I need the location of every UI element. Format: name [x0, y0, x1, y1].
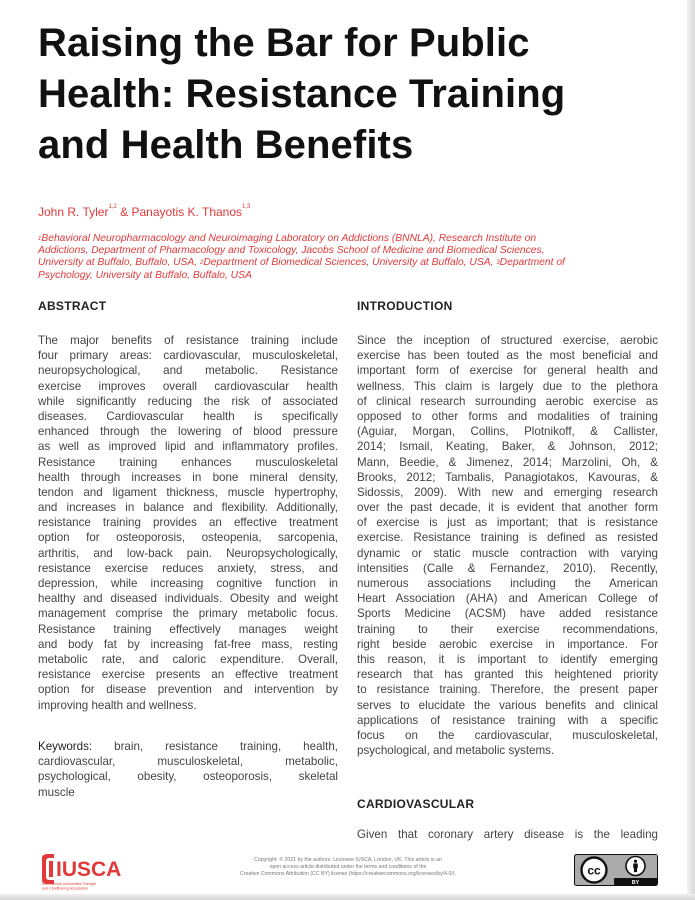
text-line: improving health and wellness.: [38, 698, 197, 712]
text-line: of exercise is just as important; that is resistance: [357, 516, 658, 530]
paper-title: [38, 18, 678, 171]
text-line: Given that coronary artery disease is the leading: [357, 828, 658, 841]
text-line: numerous associations including the American: [357, 577, 658, 590]
keywords-block: [38, 739, 338, 800]
text-line: depression, while increasing cognitive function in: [38, 577, 338, 590]
text-line: and body fat by increasing fat-free mass, resting: [38, 637, 338, 651]
title-line: and Health Benefits: [38, 123, 414, 167]
cardiovascular-body: [357, 827, 658, 842]
affiliation-marker: 3: [496, 260, 500, 267]
creative-commons-icon: [582, 858, 607, 883]
text-line: while significantly reducing the risk of associated: [38, 394, 338, 408]
iusca-logo-subline: and Conditioning Association: [42, 886, 89, 891]
text-line: of clinical research surrounding aerobic exercise as: [357, 394, 658, 408]
author-name: Panayotis K. Thanos: [131, 205, 243, 219]
cc-label: cc: [587, 863, 601, 878]
text-line: opposed to other forms and modalities of training: [357, 409, 658, 423]
affiliation-text: Department of Biomedical Sciences, University at Buffalo, USA,: [203, 257, 497, 269]
text-line: Heart Association (AHA) and American College of: [357, 592, 658, 606]
text-line: focus on the cardiovascular, musculoskeletal,: [357, 728, 658, 742]
affiliations: [38, 233, 658, 282]
text-line: Resistance training enhances musculoskeletal: [38, 455, 338, 469]
copyright-notice: [228, 857, 468, 878]
copyright-line: Creative Commons Attribution (CC BY) license (https://creativecommons.org/licenses/by/4.0/).: [240, 871, 456, 877]
text-line: (Aguiar, Morgan, Collins, Plotnikoff, & Callister,: [357, 425, 658, 439]
text-line: option for osteoporosis, osteopenia, sarcopenia,: [38, 531, 338, 545]
text-line: exercise. Resistance training is defined as resisted: [357, 531, 658, 545]
text-line: resistance exercise reduces anxiety, stress, and: [38, 561, 338, 575]
text-line: serves to elucidate the various benefits and clinical: [357, 698, 658, 712]
keywords-label: Keywords:: [38, 740, 93, 753]
attribution-person-icon: [626, 857, 645, 876]
iusca-logo-icon: [40, 852, 160, 892]
introduction-heading: INTRODUCTION: [357, 299, 453, 313]
abstract-heading: ABSTRACT: [38, 299, 107, 313]
text-line: exercise improves overall cardiovascular health: [38, 379, 338, 393]
text-line: as well as improved lipid and inflammatory profiles.: [38, 440, 338, 454]
text-line: applications of resistance training with a specific: [357, 713, 658, 727]
text-line: this reason, it is important to identify emerging: [357, 652, 658, 666]
text-line: 2014; Ismail, Keating, Baker, & Johnson, 2012;: [357, 440, 658, 454]
text-line: health through increases in bone mineral density,: [38, 470, 338, 484]
cc-by-license-badge[interactable]: [574, 854, 658, 886]
introduction-body: [357, 333, 658, 758]
abstract-body: [38, 333, 338, 713]
iusca-logo-subline: International Universities Strength: [42, 882, 96, 886]
text-line: Since the inception of structured exercise, aerobic: [357, 334, 658, 347]
keywords-line: [38, 739, 338, 754]
iusca-emblem: [42, 854, 54, 884]
author-name: John R. Tyler: [38, 205, 109, 219]
text-line: Sports Medicine (ACSM) have added resistance: [357, 607, 658, 621]
text-line: neuropsychological, and metabolic. Resistance: [38, 364, 338, 378]
affiliation-marker: 2: [199, 260, 204, 267]
text-line: important form of exercise for general health and: [357, 364, 658, 378]
affiliation-text: Department of: [499, 257, 565, 269]
text-line: option for disease prevention and intervention by: [38, 683, 338, 697]
affiliation-line: [38, 257, 658, 269]
keywords-line: psychological, obesity, osteoporosis, skeletal: [38, 770, 338, 784]
keywords-line: muscle: [38, 785, 75, 799]
cardiovascular-heading: CARDIOVASCULAR: [357, 797, 475, 811]
text-line: arthritis, and low-back pain. Neuropsychologically,: [38, 546, 338, 560]
by-label: BY: [631, 880, 640, 886]
keywords-line: cardiovascular, musculoskeletal, metabolic,: [38, 755, 338, 769]
text-line: intensities (Calle & Fernandez, 2010). Recently,: [357, 561, 658, 575]
text-line: diseases. Cardiovascular health is specifically: [38, 409, 338, 423]
text-line: resistance training provides an effective treatment: [38, 516, 338, 530]
author-affiliation-marker: 1,3: [242, 204, 251, 210]
text-line: psychological, and metabolic systems.: [357, 744, 555, 758]
text-line: management comprise the primary metabolic focus.: [38, 607, 338, 621]
title-line: Health: Resistance Training: [38, 72, 566, 116]
text-line: Sidossis, 2009). With new and emerging research: [357, 485, 658, 499]
title-line: Raising the Bar for Public: [38, 21, 530, 65]
author-list: [38, 205, 250, 219]
page-edge-shadow-bottom: [0, 894, 695, 900]
affiliation-text: Behavioral Neuropharmacology and Neuroimaging Laboratory on Addictions (BNNLA), Research Institute on: [41, 233, 537, 244]
text-line: tendon and ligament thickness, muscle hypertrophy,: [38, 485, 338, 499]
copyright-line: open access article distributed under the terms and conditions of the: [269, 864, 427, 870]
author-separator: &: [116, 205, 132, 219]
text-line: The major benefits of resistance training include: [38, 334, 338, 347]
affiliation-line: Addictions, Department of Pharmacology and Toxicology, Jacobs School of Medicine and Biomedical Sciences,: [38, 245, 545, 257]
affiliation-line: Psychology, University at Buffalo, Buffalo, USA: [38, 269, 252, 281]
text-line: and increases in balance and flexibility. Additionally,: [38, 501, 338, 515]
iusca-logo-text: IUSCA: [56, 858, 122, 881]
text-line: metabolic rate, and caloric expenditure. Overall,: [38, 652, 338, 666]
text-line: Resistance training effectively manages weight: [38, 622, 338, 636]
text-line: exercise has been touted as the most beneficial and: [357, 349, 658, 363]
page-edge-shadow-right: [687, 0, 695, 900]
text-line: right beside aerobic exercise in importance. For: [357, 637, 658, 651]
text-line: to resistance training. Therefore, the present paper: [357, 683, 658, 697]
affiliation-marker: 1: [38, 236, 42, 242]
text-line: Mann, Beedie, & Jimenez, 2014; Marzolini, Oh, &: [357, 455, 658, 469]
text-line: four primary areas: cardiovascular, musculoskeletal,: [38, 349, 338, 363]
copyright-line: Copyright: © 2021 by the authors. Licensee IUSCA, London, UK. This article is an: [254, 857, 442, 863]
text-line: training to their exercise recommendations,: [357, 622, 658, 636]
text-line: research that has granted this heightened priority: [357, 668, 658, 682]
author-affiliation-marker: 1,2: [108, 204, 117, 210]
text-line: wellness. This claim is largely due to the plethora: [357, 379, 658, 393]
text-line: dynamic or static muscle contraction with varying: [357, 546, 658, 560]
affiliation-line: [38, 233, 658, 245]
text-line: over the past decade, it is evident that another form: [357, 501, 658, 515]
text-line: resistance exercise presents an effective treatment: [38, 668, 338, 682]
keywords-text: brain, resistance training, health,: [92, 740, 338, 753]
affiliation-text: University at Buffalo, Buffalo, USA,: [38, 257, 200, 269]
text-line: enhanced through the lowering of blood pressure: [38, 425, 338, 439]
text-line: healthy and diseased individuals. Obesity and weight: [38, 592, 338, 606]
text-line: Brooks, 2012; Tambalis, Panagiotakos, Kavouras, &: [357, 470, 658, 484]
